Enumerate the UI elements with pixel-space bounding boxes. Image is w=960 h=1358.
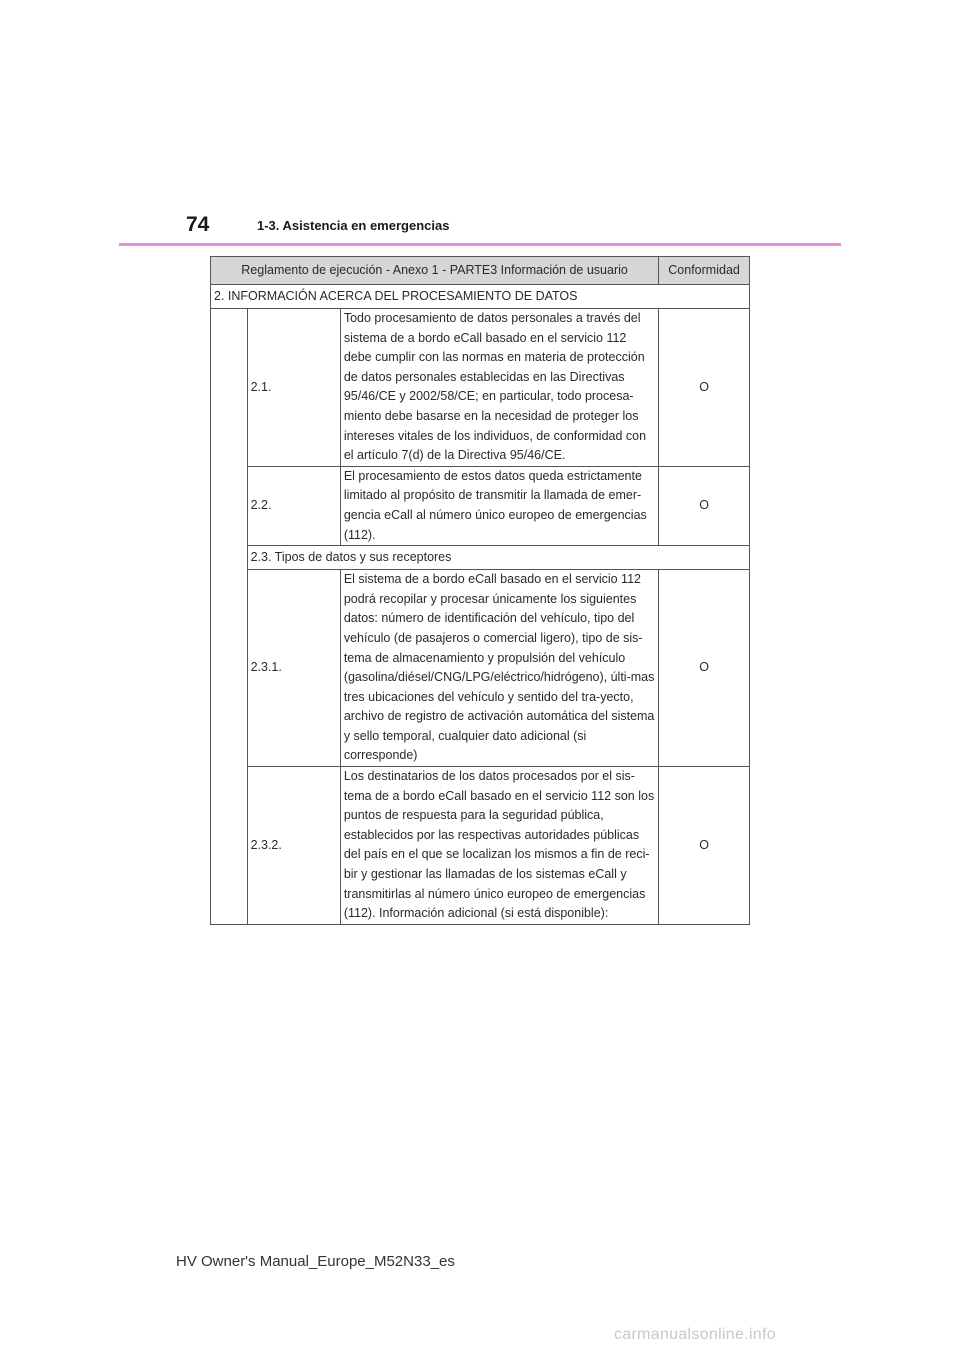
column-header-conformity: Conformidad bbox=[659, 257, 750, 285]
row-text: El sistema de a bordo eCall basado en el servicio 112 podrá recopilar y procesar únicamente los siguientes datos: número de identificación del vehículo, tipo del vehículo (de pasajeros o comercial ligero), tipo de sis-tema de almacenamiento y propulsión del vehículo (gasolina/diésel/CNG/LPG/eléctrico/hidrógeno), últi-mas tres ubicaciones del vehículo y sentido del tra-yecto, archivo de registro de activación automática del sistema y sello temporal, cualquier dato adicional (si corresponde) bbox=[340, 570, 658, 767]
table-row bbox=[211, 466, 750, 545]
row-text: El procesamiento de estos datos queda estrictamente limitado al propósito de transmitir la llamada de emer-gencia eCall al número único europeo de emergencias (112). bbox=[340, 466, 658, 545]
row-number: 2.1. bbox=[247, 309, 340, 467]
row-number: 2.2. bbox=[247, 466, 340, 545]
row-conformity: O bbox=[659, 466, 750, 545]
table-section-row bbox=[211, 285, 750, 309]
table-subsection-row bbox=[211, 546, 750, 570]
section-heading-2: 2. INFORMACIÓN ACERCA DEL PROCESAMIENTO DE DATOS bbox=[211, 285, 750, 309]
indent-cell bbox=[211, 309, 248, 925]
row-text: Los destinatarios de los datos procesados por el sis-tema de a bordo eCall basado en el servicio 112 son los puntos de respuesta para la seguridad pública, establecidos por las respectivas autoridades públicas del país en el que se localizan los mismos a fin de reci-bir y gestionar las llamadas de los sistemas eCall y transmitirlas al número único europeo de emergencias (112). Información adicional (si está disponible): bbox=[340, 767, 658, 925]
table-row bbox=[211, 309, 750, 467]
column-header-regulation: Reglamento de ejecución - Anexo 1 - PARTE3 Información de usuario bbox=[211, 257, 659, 285]
table-row bbox=[211, 570, 750, 767]
document-footer: HV Owner's Manual_Europe_M52N33_es bbox=[176, 1253, 455, 1270]
table-row bbox=[211, 767, 750, 925]
header-divider bbox=[119, 243, 841, 246]
row-conformity: O bbox=[659, 570, 750, 767]
table-header-row bbox=[211, 257, 750, 285]
row-number: 2.3.1. bbox=[247, 570, 340, 767]
row-conformity: O bbox=[659, 767, 750, 925]
section-title: 1-3. Asistencia en emergencias bbox=[257, 218, 450, 233]
section-heading-2-3: 2.3. Tipos de datos y sus receptores bbox=[247, 546, 749, 570]
row-text: Todo procesamiento de datos personales a través del sistema de a bordo eCall basado en el servicio 112 debe cumplir con las normas en materia de protección de datos personales establecidas en las Directivas 95/46/CE y 2002/58/CE; en particular, todo procesa-miento debe basarse en la necesidad de proteger los intereses vitales de los individuos, de conformidad con el artículo 7(d) de la Directiva 95/46/CE. bbox=[340, 309, 658, 467]
regulation-table bbox=[210, 256, 750, 925]
watermark: carmanualsonline.info bbox=[614, 1326, 776, 1343]
row-number: 2.3.2. bbox=[247, 767, 340, 925]
row-conformity: O bbox=[659, 309, 750, 467]
page-number: 74 bbox=[186, 213, 210, 236]
